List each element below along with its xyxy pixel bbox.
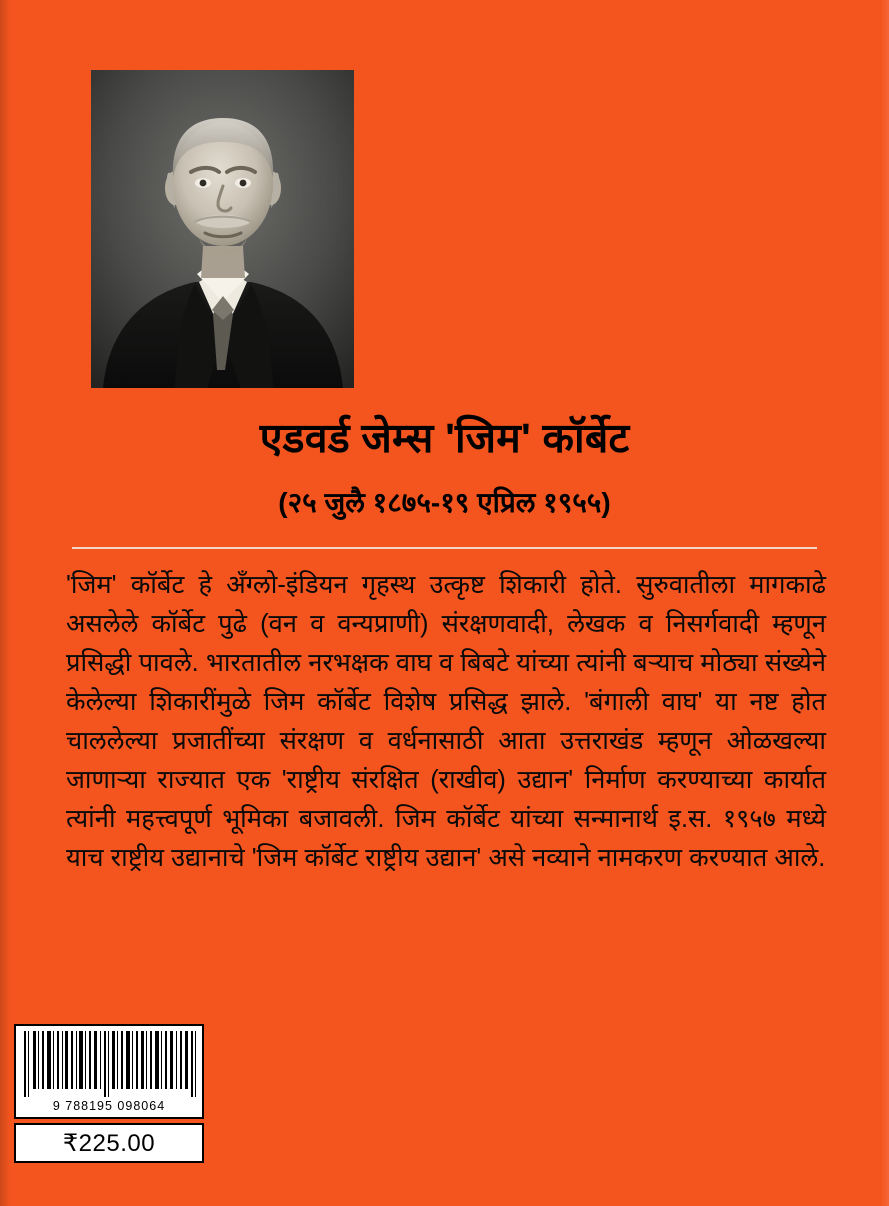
ean13-barcode-icon bbox=[22, 1031, 200, 1097]
price-box bbox=[14, 1123, 204, 1163]
author-portrait bbox=[91, 70, 354, 388]
isbn-barcode bbox=[14, 1024, 204, 1119]
spine-edge-shadow bbox=[0, 0, 10, 1206]
author-name: एडवर्ड जेम्स 'जिम' कॉर्बेट bbox=[259, 415, 630, 461]
price-value: ₹225.00 bbox=[62, 1129, 156, 1157]
biography-text-block bbox=[66, 566, 826, 878]
portrait-image bbox=[91, 70, 354, 388]
right-edge-highlight bbox=[881, 0, 889, 1206]
isbn-digits: 9 788195 098064 bbox=[52, 1099, 166, 1113]
author-life-dates: (२५ जुलै १८७५-१९ एप्रिल १९५५) bbox=[278, 487, 611, 518]
horizontal-divider bbox=[72, 547, 817, 549]
biography-paragraph: 'जिम' कॉर्बेट हे अँग्लो-इंडियन गृहस्थ उत्कृष्ट शिकारी होते. सुरुवातीला मागकाढे असलेले कॉर्बेट पुढे (वन व वन्यप्राणी) संरक्षणवादी, लेखक व निसर्गवादी म्हणून प्रसिद्धी पावले. भारतातील नरभक्षक वाघ व बिबटे यांच्या त्यांनी बऱ्याच मोठ्या संख्येने केलेल्या शिकारींमुळे जिम कॉर्बेट विशेष प्रसिद्ध झाले. 'बंगाली वाघ' या नष्ट होत चाललेल्या प्रजातींच्या संरक्षण व वर्धनासाठी आता उत्तराखंड म्हणून ओळखल्या जाणाऱ्या राज्यात एक 'राष्ट्रीय संरक्षित (राखीव) उद्यान' निर्माण करण्याच्या कार्यात त्यांनी महत्त्वपूर्ण भूमिका बजावली. जिम कॉर्बेट यांच्या सन्मानार्थ इ.स. १९५७ मध्ये याच राष्ट्रीय उद्यानाचे 'जिम कॉर्बेट राष्ट्रीय उद्यान' असे नव्याने नामकरण करण्यात आले. bbox=[66, 571, 826, 872]
